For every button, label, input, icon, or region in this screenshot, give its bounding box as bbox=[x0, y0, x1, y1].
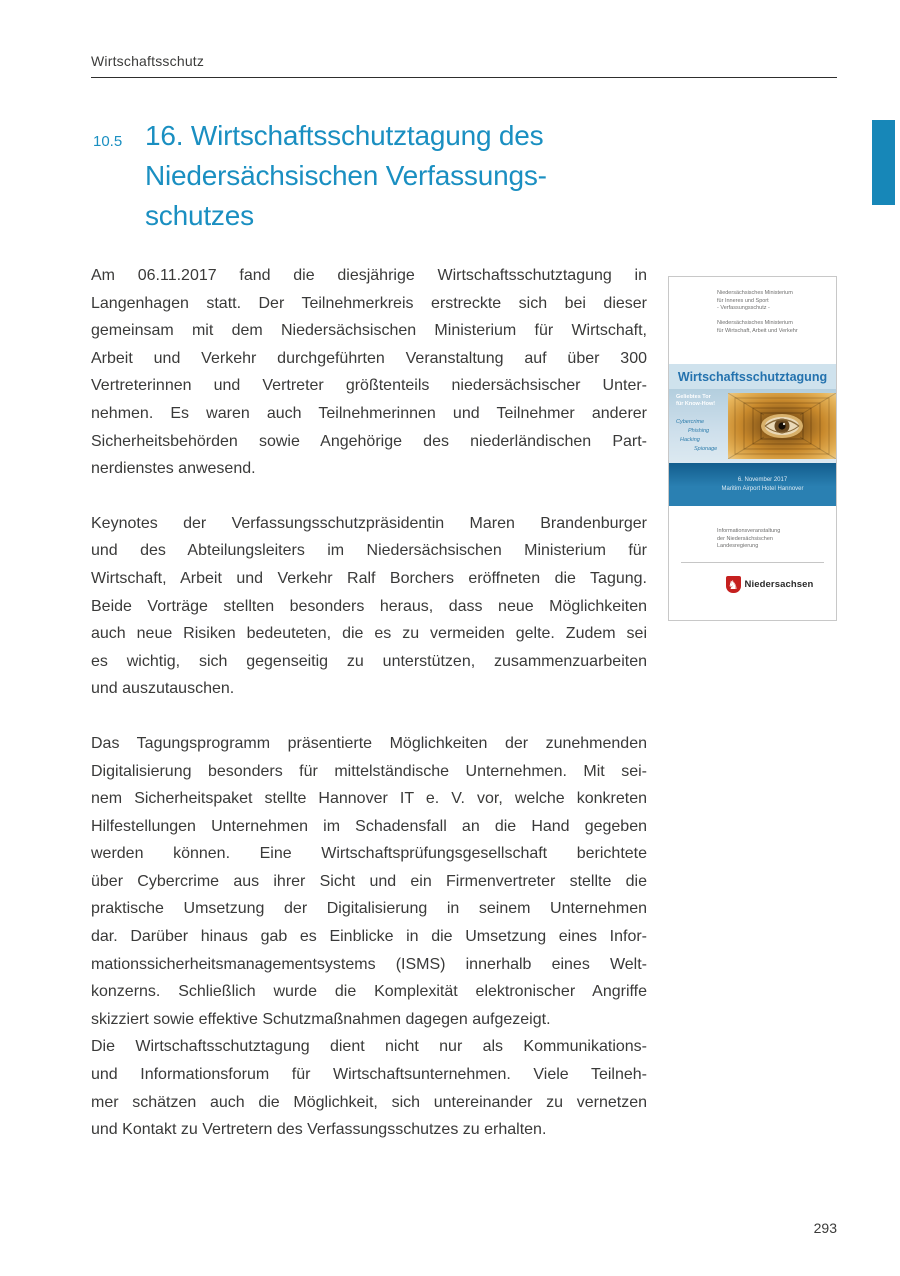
poster-title: Wirtschaftsschutztagung bbox=[677, 369, 828, 384]
paragraph-line: Vertreterinnen und Vertreter größtenteils niedersächsischer Unter- bbox=[91, 377, 647, 395]
event-poster-image bbox=[668, 276, 837, 621]
paragraph-line: mer schätzen auch die Möglichkeit, sich untereinander zu vernetzen bbox=[91, 1093, 647, 1111]
eye-tunnel-icon bbox=[728, 393, 836, 459]
niedersachsen-logo bbox=[669, 576, 836, 593]
paragraph-line: mationssicherheitsmanagementsystems (ISMS) innerhalb eines Welt- bbox=[91, 955, 647, 973]
text-line: Spionage bbox=[694, 446, 718, 452]
text-line: schutzes bbox=[145, 200, 254, 231]
paragraph-line: und Informationsforum für Wirtschaftsunternehmen. Viele Teilneh- bbox=[91, 1066, 647, 1084]
paragraph-line: praktische Umsetzung der Digitalisierung in seinem Unternehmen bbox=[91, 900, 647, 918]
paragraph-line: es wichtig, sich gegenseitig zu unterstützen, zusammenzuarbeiten bbox=[91, 652, 647, 670]
niedersachsen-logo-text: Niedersachsen bbox=[744, 579, 814, 590]
paragraph-line: nerdienstes anwesend. bbox=[91, 460, 256, 478]
paragraph-line: Beide Vorträge stellten besonders heraus, dass neue Möglichkeiten bbox=[91, 597, 647, 615]
paragraph bbox=[91, 510, 647, 703]
paragraph-line: und des Abteilungsleiters im Niedersächsischen Ministerium für bbox=[91, 542, 647, 560]
paragraph-line: Langenhagen statt. Der Teilnehmerkreis erstreckte sich bei dieser bbox=[91, 294, 647, 312]
poster-publisher-text bbox=[717, 290, 798, 335]
text-line: Informationsveranstaltung bbox=[717, 528, 781, 534]
niedersachsen-horse-crest-icon: ♞ bbox=[726, 576, 741, 593]
paragraph-line: Hilfestellungen Unternehmen im Schadensfall an die Hand gegeben bbox=[91, 817, 647, 835]
poster-tagline bbox=[676, 394, 715, 408]
paragraph-line: auch neue Risiken bedeuteten, die es zu vermeiden gelte. Zudem sei bbox=[91, 625, 647, 643]
paragraph-line: gemeinsam mit dem Niedersächsischen Ministerium für Wirtschaft, bbox=[91, 322, 647, 340]
poster-title-band bbox=[669, 364, 836, 389]
paragraph-line: nehmen. Es waren auch Teilnehmerinnen und Teilnehmer anderer bbox=[91, 404, 647, 422]
paragraph-line: über Cybercrime aus ihrer Sicht und ein Firmenvertreter stellte die bbox=[91, 872, 647, 890]
page-title bbox=[145, 116, 547, 236]
section-number: 10.5 bbox=[93, 133, 123, 150]
text-line: für Inneres und Sport bbox=[717, 297, 769, 304]
text-line: Geliebtes Tor bbox=[676, 394, 711, 400]
paragraph-line: Das Tagungsprogramm präsentierte Möglichkeiten der zunehmenden bbox=[91, 734, 647, 752]
poster-top-section bbox=[669, 277, 836, 364]
text-line: - Verfassungsschutz - bbox=[717, 305, 770, 311]
paragraph-line: dar. Darüber hinaus gab es Einblicke in die Umsetzung eines Infor- bbox=[91, 928, 647, 946]
header-rule bbox=[91, 77, 837, 78]
poster-bottom-section bbox=[669, 506, 836, 620]
chapter-edge-tab bbox=[872, 120, 895, 205]
text-line: Niedersächsisches Ministerium bbox=[717, 320, 793, 326]
paragraph-line: konzerns. Schließlich wurde die Komplexität elektronischer Angriffe bbox=[91, 983, 647, 1001]
text-line: Niedersächsisches Ministerium bbox=[717, 290, 793, 296]
paragraph-line: Sicherheitsbehörden sowie Angehörige des niederländischen Part- bbox=[91, 432, 647, 450]
text-line: für Know-How! bbox=[676, 401, 716, 407]
text-line: Phishing bbox=[688, 428, 710, 434]
paragraph-line: Die Wirtschaftsschutztagung dient nicht nur als Kommunikations- bbox=[91, 1038, 647, 1056]
body-text bbox=[91, 262, 647, 1144]
paragraph-line: und auszutauschen. bbox=[91, 680, 235, 698]
paragraph-line: Wirtschaft, Arbeit und Verkehr Ralf Borchers eröffneten die Tagung. bbox=[91, 569, 647, 587]
poster-footer-text bbox=[717, 528, 780, 551]
page-number: 293 bbox=[813, 1220, 837, 1236]
paragraph-line: nem Sicherheitspaket stellte Hannover IT e. V. vor, welche konkreten bbox=[91, 790, 647, 808]
paragraph-line: werden können. Eine Wirtschaftsprüfungsgesellschaft berichtete bbox=[91, 845, 647, 863]
paragraph-line: Arbeit und Verkehr durchgeführten Veranstaltung auf über 300 bbox=[91, 349, 647, 367]
poster-key-visual bbox=[669, 389, 836, 463]
poster-footer-rule bbox=[681, 562, 824, 563]
running-header: Wirtschaftsschutz bbox=[91, 53, 205, 69]
paragraph-line: Keynotes der Verfassungsschutzpräsidentin Maren Brandenburger bbox=[91, 514, 647, 532]
text-line bbox=[717, 313, 798, 321]
text-line: Landesregierung bbox=[717, 543, 759, 549]
poster-date-band bbox=[669, 463, 836, 506]
paragraph bbox=[91, 730, 647, 1034]
text-line: der Niedersächsischen bbox=[717, 535, 773, 542]
paragraph-line: Digitalisierung besonders für mittelständische Unternehmen. Mit sei- bbox=[91, 762, 647, 780]
paragraph bbox=[91, 262, 647, 483]
paragraph-line: und Kontakt zu Vertretern des Verfassungsschutzes zu erhalten. bbox=[91, 1121, 547, 1139]
text-line: Niedersächsischen Verfassungs- bbox=[145, 160, 547, 191]
text-line: Hacking bbox=[680, 437, 700, 443]
paragraph-line: Am 06.11.2017 fand die diesjährige Wirtschaftsschutztagung in bbox=[91, 267, 647, 284]
poster-keywords bbox=[676, 418, 717, 454]
text-line: für Wirtschaft, Arbeit und Verkehr bbox=[717, 327, 798, 334]
text-line: 16. Wirtschaftsschutztagung des bbox=[145, 120, 544, 151]
paragraph-line: skizziert sowie effektive Schutzmaßnahmen dagegen aufgezeigt. bbox=[91, 1010, 551, 1028]
poster-event-location: Maritim Airport Hotel Hannover bbox=[721, 485, 804, 492]
poster-event-date: 6. November 2017 bbox=[737, 477, 788, 483]
text-line: Cybercrime bbox=[676, 419, 705, 425]
paragraph bbox=[91, 1033, 647, 1143]
